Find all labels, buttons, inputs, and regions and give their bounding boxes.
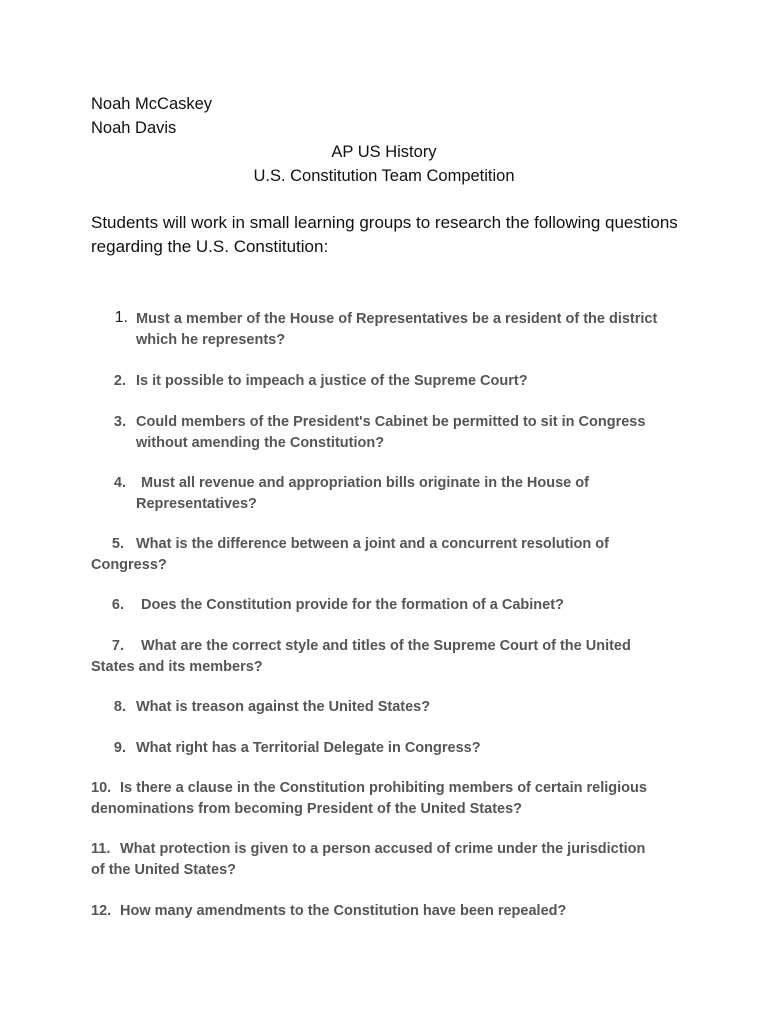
question-text-line-1: What are the correct style and titles of the Supreme Court of the United bbox=[141, 638, 631, 654]
question-text-line-2: without amending the Constitution? bbox=[136, 435, 385, 451]
question-text-line-1: What is the difference between a joint and a concurrent resolution of bbox=[136, 536, 609, 552]
question-text-line-1: Could members of the President's Cabinet be permitted to sit in Congress bbox=[136, 414, 646, 430]
question-text-line-1: What right has a Territorial Delegate in Congress? bbox=[136, 740, 481, 756]
course-title: AP US History bbox=[331, 143, 437, 161]
question-number: 3. bbox=[113, 414, 126, 430]
question-text-line-1: How many amendments to the Constitution have been repealed? bbox=[120, 903, 567, 919]
question-number: 12. bbox=[91, 903, 112, 919]
question-text-line-1: Is there a clause in the Constitution prohibiting members of certain religious bbox=[120, 780, 647, 796]
question-number: 6. bbox=[111, 597, 124, 613]
author-name-1: Noah McCaskey bbox=[91, 95, 213, 113]
intro-paragraph: Students will work in small learning groups to research the following questions regarding the U.S. Constitution: bbox=[91, 213, 678, 256]
question-text-line-1: Must all revenue and appropriation bills originate in the House of bbox=[141, 475, 589, 491]
question-number: 5. bbox=[111, 536, 124, 552]
question-number: 7. bbox=[111, 638, 124, 654]
question-number: 8. bbox=[113, 699, 126, 715]
question-text-line-2: of the United States? bbox=[91, 862, 237, 878]
question-number: 11. bbox=[91, 841, 111, 857]
question-text-line-1: What protection is given to a person accused of crime under the jurisdiction bbox=[120, 841, 646, 857]
question-text-line-1: Must a member of the House of Representatives be a resident of the district bbox=[136, 311, 658, 327]
question-text-line-2: Representatives? bbox=[136, 496, 257, 512]
question-text-line-2: Congress? bbox=[91, 557, 167, 573]
question-text-line-1: Does the Constitution provide for the formation of a Cabinet? bbox=[141, 597, 564, 613]
question-number: 4. bbox=[113, 475, 126, 491]
author-name-2: Noah Davis bbox=[91, 119, 177, 137]
document-title: U.S. Constitution Team Competition bbox=[253, 167, 515, 185]
question-number: 10. bbox=[91, 780, 112, 796]
question-text-line-2: which he represents? bbox=[136, 332, 286, 348]
question-number: 1. bbox=[114, 309, 128, 326]
question-number: 2. bbox=[113, 373, 126, 389]
question-text-line-2: denominations from becoming President of the United States? bbox=[91, 801, 523, 817]
question-text-line-1: Is it possible to impeach a justice of the Supreme Court? bbox=[136, 373, 528, 389]
question-text-line-2: States and its members? bbox=[91, 659, 263, 675]
question-text-line-1: What is treason against the United States? bbox=[136, 699, 431, 715]
question-number: 9. bbox=[113, 740, 126, 756]
